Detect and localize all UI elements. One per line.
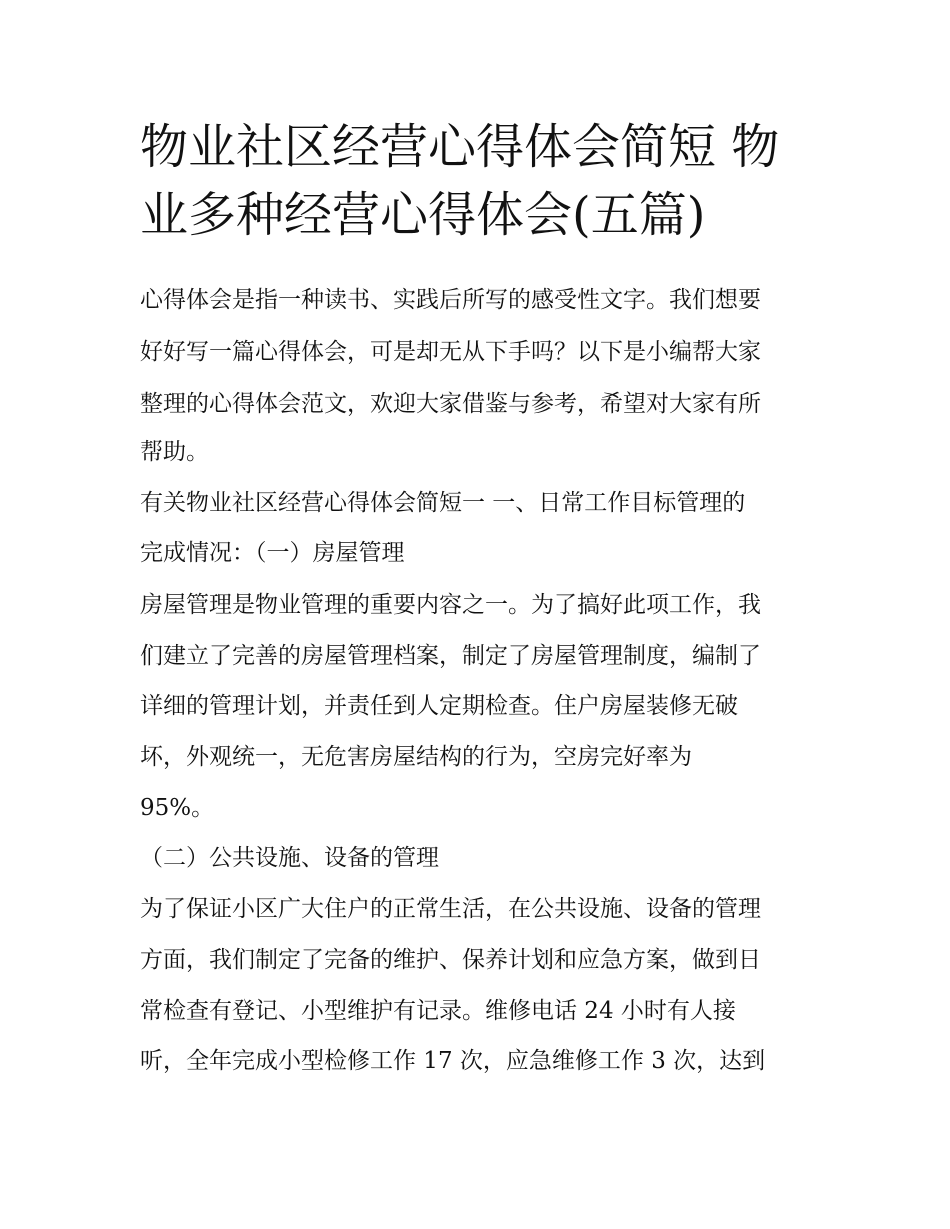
document-title: 物业社区经营心得体会简短 物业多种经营心得体会(五篇): [140, 119, 780, 243]
body-line: 听，全年完成小型检修工作 17 次，应急维修工作 3 次，达到: [140, 1048, 766, 1074]
body-line: 完成情况：（一）房屋管理: [140, 540, 405, 566]
body-line: 帮助。: [140, 439, 209, 465]
body-line: 整理的心得体会范文，欢迎大家借鉴与参考，希望对大家有所: [140, 391, 761, 417]
body-line: 方面，我们制定了完备的维护、保养计划和应急方案，做到日: [140, 947, 761, 973]
body-line: 坏，外观统一，无危害房屋结构的行为，空房完好率为: [140, 744, 692, 770]
body-line: 常检查有登记、小型维护有记录。维修电话 24 小时有人接: [140, 998, 736, 1024]
body-line: 有关物业社区经营心得体会简短一 一、日常工作目标管理的: [140, 490, 746, 516]
body-line: 心得体会是指一种读书、实践后所写的感受性文字。我们想要: [140, 287, 761, 313]
body-line: 为了保证小区广大住户的正常生活，在公共设施、设备的管理: [140, 896, 761, 922]
body-line: 95%。: [140, 795, 215, 821]
body-line: 详细的管理计划，并责任到人定期检查。住户房屋装修无破: [140, 693, 738, 719]
body-line: （二）公共设施、设备的管理: [140, 845, 439, 871]
body-line: 们建立了完善的房屋管理档案，制定了房屋管理制度，编制了: [140, 643, 761, 669]
body-line: 好好写一篇心得体会，可是却无从下手吗？以下是小编帮大家: [140, 339, 761, 365]
body-line: 房屋管理是物业管理的重要内容之一。为了搞好此项工作，我: [140, 592, 761, 618]
